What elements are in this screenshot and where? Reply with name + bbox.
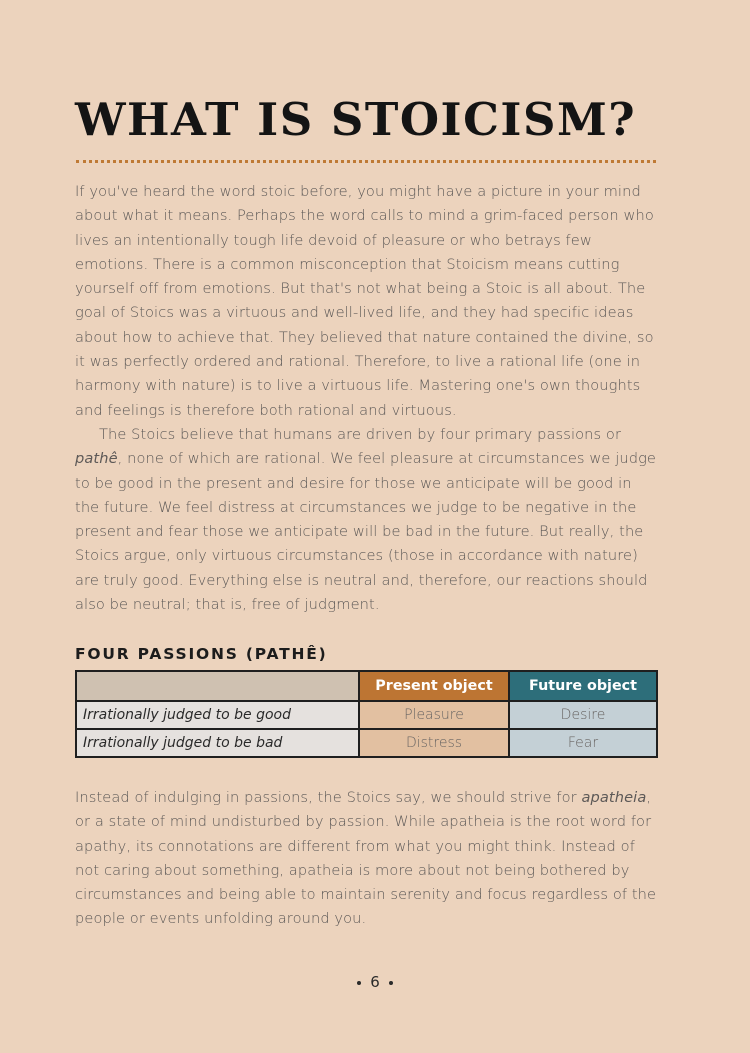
cell-distress: Distress [359, 729, 509, 757]
paragraph-3-rest: , or a state of mind undisturbed by passion. While apatheia is the root word for apathy, its connotations are different from what you might think. Instead of not caring about something, apatheia is more about not being bothered by circumstances and being able to maintain serenity and focus regardless of the people or events unfolding around you. [75, 789, 657, 928]
table-title: FOUR PASSIONS (PATHÊ) [75, 645, 328, 663]
row-label-bad: Irrationally judged to be bad [76, 729, 359, 757]
paragraph-3-start: Instead of indulging in passions, the Stoics say, we should strive for [75, 789, 582, 806]
bullet-dot-icon [357, 981, 361, 985]
cell-fear: Fear [509, 729, 657, 757]
paragraph-1: If you've heard the word stoic before, you might have a picture in your mind about what it means. Perhaps the word calls to mind a grim-faced person who lives an intentionally tough life devoid of pleasure or who betrays few emotions. There is a common misconception that Stoicism means cutting yourself off from emotions. But that's not what being a Stoic is all about. The goal of Stoics was a virtuous and well-lived life, and they had specific ideas about how to achieve that. They believed that nature contained the divine, so it was perfectly ordered and rational. Therefore, to live a rational life (one in harmony with nature) is to live a virtuous life. Mastering one's own thoughts and feelings is therefore both rational and virtuous. [75, 183, 654, 419]
term-apatheia: apatheia [581, 789, 647, 806]
cell-pleasure: Pleasure [359, 701, 509, 729]
paragraph-3 [75, 786, 660, 932]
page-number [0, 973, 750, 991]
dotted-divider [76, 160, 656, 163]
table-header-row [76, 671, 657, 701]
page-number-value: 6 [370, 973, 380, 991]
page-title: WHAT IS STOICISM? [75, 93, 637, 146]
passions-table [75, 670, 658, 758]
intro-text [75, 180, 660, 617]
paragraph-2 [75, 423, 660, 617]
closing-text [75, 786, 660, 932]
column-header-present: Present object [359, 671, 509, 701]
column-header-future: Future object [509, 671, 657, 701]
paragraph-2-rest: , none of which are rational. We feel pleasure at circumstances we judge to be good in the present and desire for those we anticipate will be good in the future. We feel distress at circumstances we judge to be negative in the present and fear those we anticipate will be bad in the future. But really, the Stoics argue, only virtuous circumstances (those in accordance with nature) are truly good. Everything else is neutral and, therefore, our reactions should also be neutral; that is, free of judgment. [75, 450, 657, 614]
row-label-good: Irrationally judged to be good [76, 701, 359, 729]
cell-desire: Desire [509, 701, 657, 729]
paragraph-2-start: The Stoics believe that humans are driven by four primary passions or [99, 425, 622, 443]
table-row [76, 729, 657, 757]
term-pathe: pathê [75, 450, 118, 468]
bullet-dot-icon [389, 981, 393, 985]
table-row [76, 701, 657, 729]
table-corner-cell [76, 671, 359, 701]
